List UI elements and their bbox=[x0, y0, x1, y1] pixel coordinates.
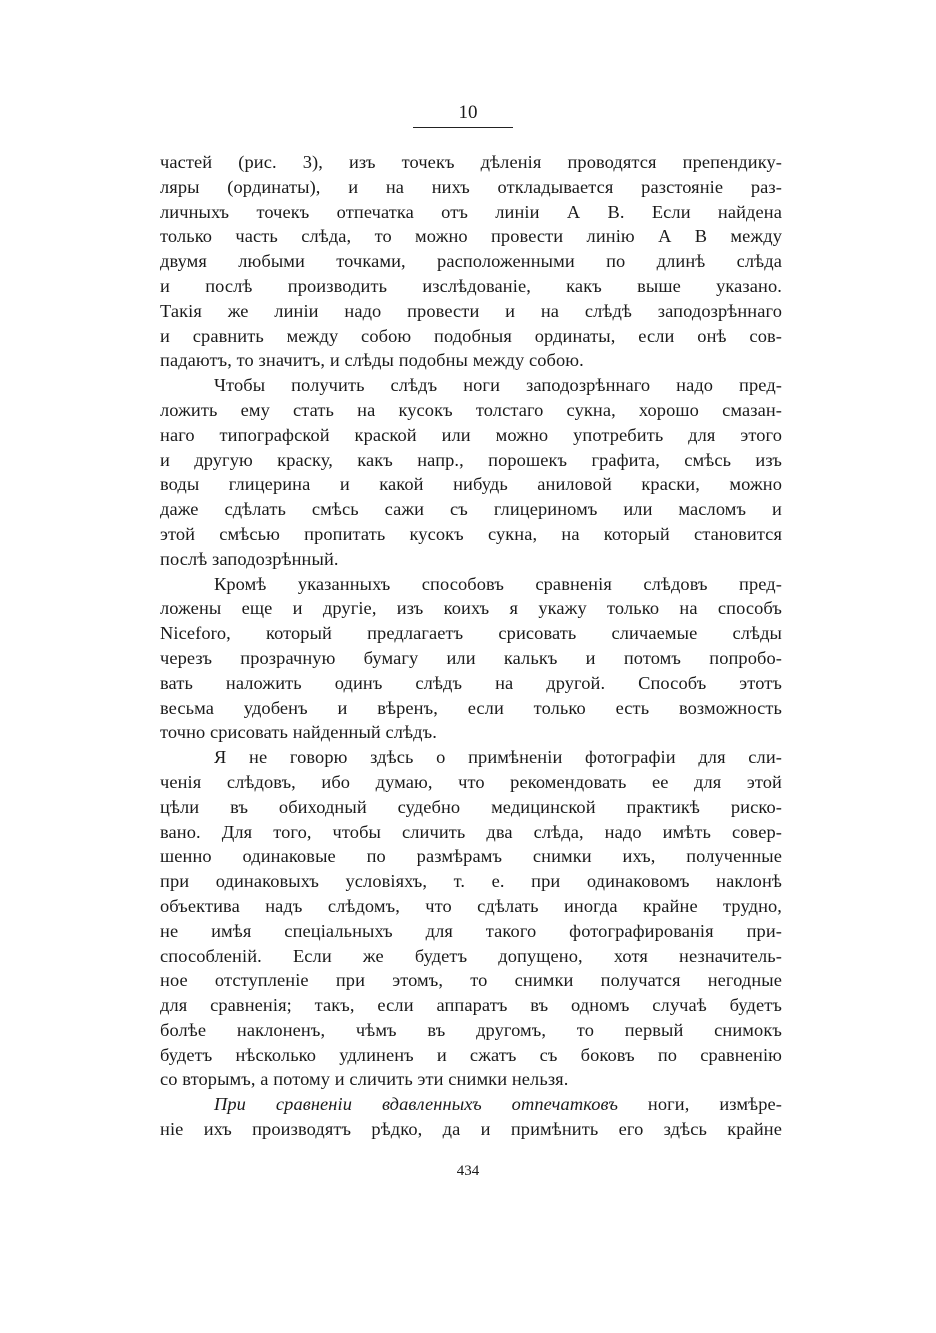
text-line: этой смѣсью пропитать кусокъ сукна, на который становится bbox=[160, 523, 782, 544]
printer-signature: 434 bbox=[456, 1163, 480, 1179]
page-number: 10 bbox=[458, 102, 478, 123]
text-line: Чтобы получить слѣдъ ноги заподозрѣннаго надо пред- bbox=[214, 375, 782, 396]
text-line: ляры (ординаты), и на нихъ откладывается разстояніе раз- bbox=[160, 176, 782, 197]
text-line: не имѣя спеціальныхъ для такого фотографированія при- bbox=[160, 920, 782, 941]
text-line: и другую краску, какъ напр., порошекъ графита, смѣсь изъ bbox=[160, 449, 782, 470]
header-rule bbox=[413, 127, 513, 128]
text-line: ніе ихъ производятъ рѣдко, да и примѣнить его здѣсь крайне bbox=[160, 1119, 782, 1140]
text-line: шенно одинаковые по размѣрамъ снимки ихъ, полученные bbox=[160, 846, 782, 867]
text-line: вать наложить одинъ слѣдъ на другой. Способъ этотъ bbox=[160, 672, 782, 693]
text-line: Я не говорю здѣсь о примѣненіи фотографіи для сли- bbox=[214, 747, 782, 768]
text-line: черезъ прозрачную бумагу или калькъ и потомъ попробо- bbox=[160, 647, 782, 668]
text-line: ное отступленіе при этомъ, то снимки получатся негодные bbox=[160, 970, 782, 991]
text-line: весьма удобенъ и вѣренъ, если только есть возможность bbox=[160, 697, 782, 718]
text-line: ложить ему стать на кусокъ толстаго сукна, хорошо смазан- bbox=[160, 399, 782, 420]
text-line: наго типографской краской или можно употребить для этого bbox=[160, 424, 782, 445]
text-line: только часть слѣда, то можно провести линію А В между bbox=[160, 226, 782, 247]
lead-rest: ноги, измѣре- bbox=[617, 1094, 782, 1115]
text-line: будетъ нѣсколько удлиненъ и сжатъ съ боковъ по сравненію bbox=[160, 1044, 782, 1065]
text-line: и послѣ производить изслѣдованіе, какъ выше указано. bbox=[160, 275, 782, 296]
text-line: вано. Для того, чтобы сличить два слѣда, надо имѣть совер- bbox=[160, 821, 782, 842]
text-line: воды глицерина и какой нибудь аниловой краски, можно bbox=[160, 474, 782, 495]
text-line: даже сдѣлать смѣсь сажи съ глицериномъ или масломъ и bbox=[160, 499, 782, 520]
text-line: двумя любыми точками, расположенными по длинѣ слѣда bbox=[160, 251, 782, 272]
body-text bbox=[160, 150, 782, 1142]
text-line: ченія слѣдовъ, ибо думаю, что рекомендовать ее для этой bbox=[160, 771, 782, 792]
text-line: Такія же линіи надо провести и на слѣдѣ заподозрѣннаго bbox=[160, 300, 782, 321]
text-line: при одинаковыхъ условіяхъ, т. е. при одинаковомъ наклонѣ bbox=[160, 871, 782, 892]
text-line: способленій. Если же будетъ допущено, хотя незначитель- bbox=[160, 945, 782, 966]
text-line: Кромѣ указанныхъ способовъ сравненія слѣдовъ пред- bbox=[214, 573, 782, 594]
text-line: для сравненія; такъ, если аппаратъ въ одномъ случаѣ будетъ bbox=[160, 995, 782, 1016]
italic-lead: При сравненіи вдавленныхъ отпечатковъ bbox=[214, 1094, 618, 1115]
text-line: частей (рис. 3), изъ точекъ дѣленія проводятся препендику- bbox=[160, 152, 782, 172]
text-line: личныхъ точекъ отпечатка отъ линіи А В. Если найдена bbox=[160, 201, 782, 222]
text-line: точно срисовать найденный слѣдъ. bbox=[160, 722, 437, 743]
text-line: объектива надъ слѣдомъ, что сдѣлать иногда крайне трудно, bbox=[160, 895, 782, 916]
text-line: ложены еще и другіе, изъ коихъ я укажу только на способъ bbox=[160, 598, 782, 619]
text-line: падаютъ, то значитъ, и слѣды подобны между собою. bbox=[160, 350, 584, 371]
text-line: болѣе наклоненъ, чѣмъ въ другомъ, то первый снимокъ bbox=[160, 1019, 782, 1040]
text-line: со вторымъ, а потому и сличить эти снимки нельзя. bbox=[160, 1069, 569, 1090]
text-line: Nicefоrо, который предлагаетъ срисовать сличаемые слѣды bbox=[160, 623, 782, 644]
text-line: и сравнить между собою подобныя ординаты, если онѣ сов- bbox=[160, 325, 782, 346]
text-line bbox=[160, 1092, 782, 1117]
text-line: послѣ заподозрѣнный. bbox=[160, 548, 339, 569]
text-line: цѣли въ обиходный судебно медицинской практикѣ риско- bbox=[160, 796, 782, 817]
